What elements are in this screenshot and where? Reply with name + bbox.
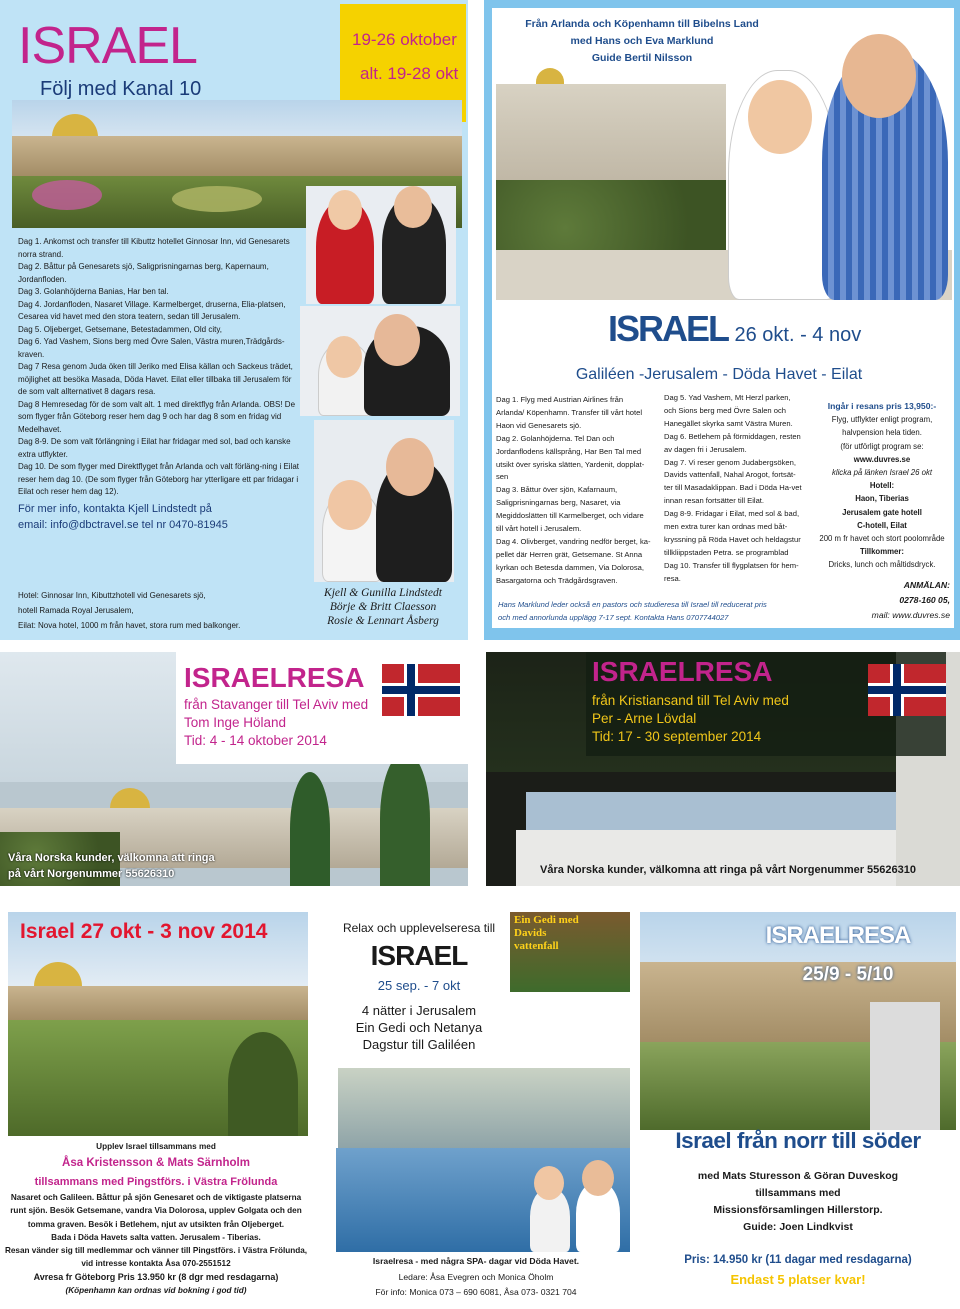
ad1-hosts-photo-2 [300, 306, 460, 416]
hotel-line: Eilat: Nova hotel, 1000 m från havet, stora rum med balkonger. [18, 621, 241, 630]
ad6-intro: Relax och upplevelseresa till [342, 921, 496, 935]
ad3-line2: Tom Inge Höland [184, 715, 287, 730]
host-couple: Kjell & Gunilla Lindstedt [324, 587, 442, 599]
ad5-body-line: Nasaret och Galileen. Båttur på sjön Genesaret och de viktigaste platserna [10, 1193, 302, 1203]
ad6-footer-line2: Ledare: Åsa Evegren och Monica Öholm [398, 1271, 554, 1282]
itinerary-day: Dag 8 Hemresedag för de som valt alt. 1 med direktflyg från Arlanda. OBS! De som flyger från Göteborg reser hem dag 9 och har dag 8 som en fridag vid Medelhavet. [18, 399, 296, 434]
host-couple: Börje & Britt Claesson [329, 601, 437, 613]
ad7-details [640, 1168, 956, 1236]
ad2-title: ISRAEL [608, 308, 729, 349]
ad2-title-row [608, 308, 908, 350]
ad1-title: ISRAEL [18, 17, 197, 75]
itinerary-day: Dag 4. Olivberget, vandring nedför berget, ka-pellet där Herren grät, Getsemane. St Anna kyrkan och Betesda dammen, Via Dolorosa, Basargatorna och Trädgårdsgraven. [496, 536, 651, 585]
ad1-hosts-photo-1 [306, 186, 456, 304]
itinerary-day: Dag 6. Yad Vashem, Sions berg med Övre Salen, Västra muren,Trädgårds-kraven. [18, 337, 285, 359]
ad2-col3-line: klicka på länken Israel 26 okt [831, 468, 933, 478]
ad2-col1 [496, 394, 652, 588]
ad3-footer-line1: Våra Norska kunder, välkomna att ringa [8, 852, 215, 864]
itinerary-day: Dag 5. Oljeberget, Getsemane, Betestadammen, Old city, [18, 324, 222, 334]
ad2-signup-phone: 0278-160 05, [899, 595, 950, 605]
ad2-col3 [810, 400, 954, 572]
ad2-footer-line1: Hans Marklund leder också en pastors och studieresa till Israel till reducerat pris [498, 600, 767, 609]
itinerary-day: Dag 1. Ankomst och transfer till Kibuttz hotellet Ginnosar Inn, vid Genesarets norra strand. [18, 237, 290, 259]
ad5-note: (Köpenhamn kan ordnas vid bokning i god tid) [65, 1286, 247, 1296]
ad2-photo-couple [496, 10, 952, 300]
ad6-title: ISRAEL [370, 940, 468, 971]
itinerary-day: Dag 4. Jordanfloden, Nasaret Village. Karmelberget, druserna, Elia-platsen, Cesarea vid havet med den stora teatern, sedan till Jerusalem. [18, 299, 286, 321]
ad1-contact-line2: email: info@dbctravel.se tel nr 0470-81945 [18, 518, 228, 531]
itinerary-day: Dag 8-9. De som valt förlängning i Eilat har fridagar med sol, bad och kanske extra utflykter. [18, 437, 291, 459]
ad3-footer [8, 850, 215, 882]
ad6-footer-line3: För info: Monica 073 – 690 6081, Åsa 073- 0321 704 [375, 1287, 577, 1297]
ad5-price: Avresa fr Göteborg Pris 13.950 kr (8 dgr med resdagarna) [33, 1272, 279, 1283]
ad2-col3-title: Ingår i resans pris 13,950:- [827, 401, 937, 411]
ad6-footer-line1: Israelresa - med några SPA- dagar vid Döda Havet. [372, 1256, 580, 1266]
ad-spa [330, 908, 630, 1309]
ad1-itinerary [18, 236, 300, 533]
ad7-heading: Israel från norr till söder [675, 1128, 921, 1153]
itinerary-day: Dag 2. Golanhöjderna. Tel Dan och Jordanflodens källsprång, Har Ben Tal med utsikt över syriska slätten, Yardenit, dopplat-sen [496, 433, 645, 482]
ad5-body [4, 1140, 308, 1298]
ad4-title: ISRAELRESA [592, 656, 773, 687]
ad-frolunda [0, 908, 310, 1309]
ad7-line4: Guide: Joen Lindkvist [743, 1221, 853, 1233]
ad2-col3-line: Flyg, utflykter enligt program, [831, 415, 933, 425]
ad-hillerstorp [638, 908, 960, 1309]
ad2-col3-line: Jerusalem gate hotell [842, 507, 922, 517]
ad2-col2 [664, 392, 802, 586]
itinerary-day: Dag 2. Båttur på Genesarets sjö, Saligprisningarnas berg, Kapernaum, Jordanfloden. [18, 262, 269, 284]
ad2-col3-line: (för utförligt program se: [840, 441, 924, 451]
ad3-details [184, 696, 368, 750]
ad1-dates-line2: alt. 19-28 okt [360, 64, 459, 83]
ad7-price: Pris: 14.950 kr (11 dagar med resdagarna) [684, 1254, 912, 1266]
itinerary-day: Dag 7. Vi reser genom Judabergsöken, Davids vattenfall, Nahal Arogot, fortsät-ter till Masadaklippan. Bad i Döda Ha-vet innan resan fortsätter till Eilat. [664, 457, 802, 506]
ad3-footer-line2: på vårt Norgenummer 55626310 [8, 868, 175, 880]
itinerary-day: Dag 3. Golanhöjderna Banias, Har ben tal. [18, 287, 169, 296]
ad5-intro: Upplev Israel tillsammans med [96, 1142, 216, 1151]
norway-flag-icon [382, 664, 460, 716]
ad2-signup-mail: mail: www.duvres.se [871, 610, 950, 620]
ad5-body-line: tomma graven. Besök i Betlehem, njut av utsikten från Oljeberget. [27, 1219, 285, 1229]
ad5-church: tillsammans med Pingstförs. i Västra Frölunda [34, 1176, 278, 1189]
itinerary-day: Dag 10. De som flyger med Direktflyget från Arlanda och valt förläng-ning i Eilat reser hem dag 10. (De som flyger från Göteborg har ytterligare ett par fridagar i Eilat och reser hem dag 12). [18, 462, 300, 496]
itinerary-day: Dag 8-9. Fridagar i Eilat, med sol & bad, men extra turer kan ordnas med båt-kryssning på Röda Havet och heldagstur tillkliippstaden Petra. se programblad [664, 509, 801, 557]
ad2-col3-line: Haon, Tiberias [855, 494, 909, 504]
ad1-hosts-photo-3 [314, 420, 454, 582]
ad1-dates-line1: 19-26 oktober [352, 30, 457, 49]
ad2-col3-line: C-hotell, Eilat [857, 520, 907, 530]
ad2-signup-label: ANMÄLAN: [903, 580, 950, 590]
ad7-dates: 25/9 - 5/10 [802, 964, 894, 985]
ad-stavanger [0, 652, 468, 886]
ad4-line3: Tid: 17 - 30 september 2014 [592, 729, 762, 744]
hotel-line: hotell Ramada Royal Jerusalem, [18, 606, 134, 615]
ad7-line2: tillsammans med [755, 1187, 841, 1199]
host-couple: Rosie & Lennart Åsberg [327, 615, 439, 627]
ad2-col3-line: 200 m fr havet och stort poolområde [819, 534, 945, 544]
ad5-title: Israel 27 okt - 3 nov 2014 [20, 920, 268, 943]
ad3-line1: från Stavanger till Tel Aviv med [184, 697, 369, 712]
ad5-body-line: Resan vänder sig till medlemmar och vänner till Pingstförs. i Västra Frölunda, [4, 1246, 308, 1256]
ad2-header-line2: med Hans och Eva Marklund [570, 35, 714, 47]
ad6-photo-caption: Ein Gedi med Davids vattenfall [514, 914, 579, 952]
ad5-body-line: runt sjön. Besök Getsemane, vandra Via Dolorosa, upplev Golgata och den [10, 1206, 302, 1216]
ad2-header-line1: Från Arlanda och Köpenhamn till Bibelns Land [525, 18, 759, 30]
ad2-col3-line: Tillkommer: [859, 547, 905, 557]
ad-kanal10 [0, 0, 468, 640]
ad2-footer-line2: och med annorlunda upplägg 7-17 sept. Kontakta Hans 0707744027 [498, 613, 729, 622]
ad6-photo-coast [338, 1068, 630, 1148]
ad-marklund [484, 0, 960, 640]
ad4-line1: från Kristiansand till Tel Aviv med [592, 693, 789, 708]
ad5-leaders: Åsa Kristensson & Mats Särnholm [62, 1157, 250, 1170]
ad6-line1: 4 nätter i Jerusalem [361, 1003, 477, 1018]
ad1-subtitle: Följ med Kanal 10 [40, 78, 202, 100]
itinerary-day: Dag 3. Båttur över sjön, Kafarnaum, Saligprisningarnas berg, Nasaret, via Megiddoslätten till Karmelberget, och vidare till vårt hotell i Jerusalem. [496, 485, 644, 534]
ad6-line3: Dagstur till Galiléen [362, 1037, 476, 1052]
ad6-photo-people [336, 1148, 630, 1252]
ad3-line3: Tid: 4 - 14 oktober 2014 [184, 733, 327, 748]
ad6-footer [340, 1254, 612, 1301]
ad2-signup [814, 578, 950, 623]
ad2-footer [498, 598, 818, 624]
norway-flag-icon [868, 664, 946, 716]
itinerary-day: Dag 7 Resa genom Juda öken till Jeriko med Elisa källan och Sackeus trädet, möjlighet att besöka Masada, Döda Havet. Eilat eller tillbaka till Jerusalem för de som valt allternativet 8 dagars resa. [18, 362, 293, 396]
ad6-line2: Ein Gedi och Netanya [355, 1020, 483, 1035]
ad-kristiansand [486, 652, 960, 886]
ad4-line2: Per - Arne Lövdal [592, 711, 697, 726]
ad1-hotels [18, 588, 308, 633]
hotel-line: Hotel: Ginnosar Inn, Kibuttzhotell vid Genesarets sjö, [18, 591, 206, 600]
ad5-body-line: vid intresse kontakta Åsa 070-2551512 [81, 1259, 231, 1269]
ad2-col3-line: www.duvres.se [853, 454, 911, 464]
ad2-col3-line: Dricks, lunch och måltidsdryck. [828, 560, 936, 570]
ad7-cta: Endast 5 platser kvar! [730, 1272, 866, 1287]
ad6-dates: 25 sep. - 7 okt [377, 978, 461, 993]
ad4-footer: Våra Norska kunder, välkomna att ringa på vårt Norgenummer 55626310 [540, 864, 916, 876]
ad1-hosts [300, 586, 466, 628]
ad1-contact-line1: För mer info, kontakta Kjell Lindstedt på [18, 502, 212, 515]
ad7-title: ISRAELRESA [765, 922, 911, 949]
ad4-details [592, 692, 789, 746]
ad2-header-line3: Guide Bertil Nilsson [591, 52, 693, 64]
ad7-line1: med Mats Sturesson & Göran Duveskog [697, 1170, 899, 1182]
ad5-body-line: Bada i Döda Havets salta vatten. Jerusalem - Tiberias. [51, 1232, 261, 1242]
itinerary-day: Dag 10. Transfer till flygplatsen för hem-resa. [664, 560, 799, 583]
ad5-photo [8, 912, 308, 1136]
ad3-title: ISRAELRESA [184, 662, 365, 693]
ad2-route: Galiléen -Jerusalem - Döda Havet - Eilat [575, 366, 863, 383]
ad2-dates: 26 okt. - 4 nov [734, 324, 862, 346]
ad6-text [334, 920, 504, 1053]
ad2-col3-line: halvpension hela tiden. [842, 428, 922, 438]
itinerary-day: Dag 1. Flyg med Austrian Airlines från Arlanda/ Köpenhamn. Transfer till vårt hotel Haon vid Genesarets sjö. [496, 395, 643, 430]
ad7-line3: Missionsförsamlingen Hillerstorp. [713, 1204, 883, 1216]
ad2-col3-line: Hotell: [869, 481, 895, 491]
itinerary-day: Dag 5. Yad Vashem, Mt Herzl parken, och Sions berg med Övre Salen och Hanegället skyrka samt Västra Muren. [664, 393, 793, 428]
itinerary-day: Dag 6. Betlehem på förmiddagen, resten av dagen fri i Jerusalem. [664, 431, 801, 454]
